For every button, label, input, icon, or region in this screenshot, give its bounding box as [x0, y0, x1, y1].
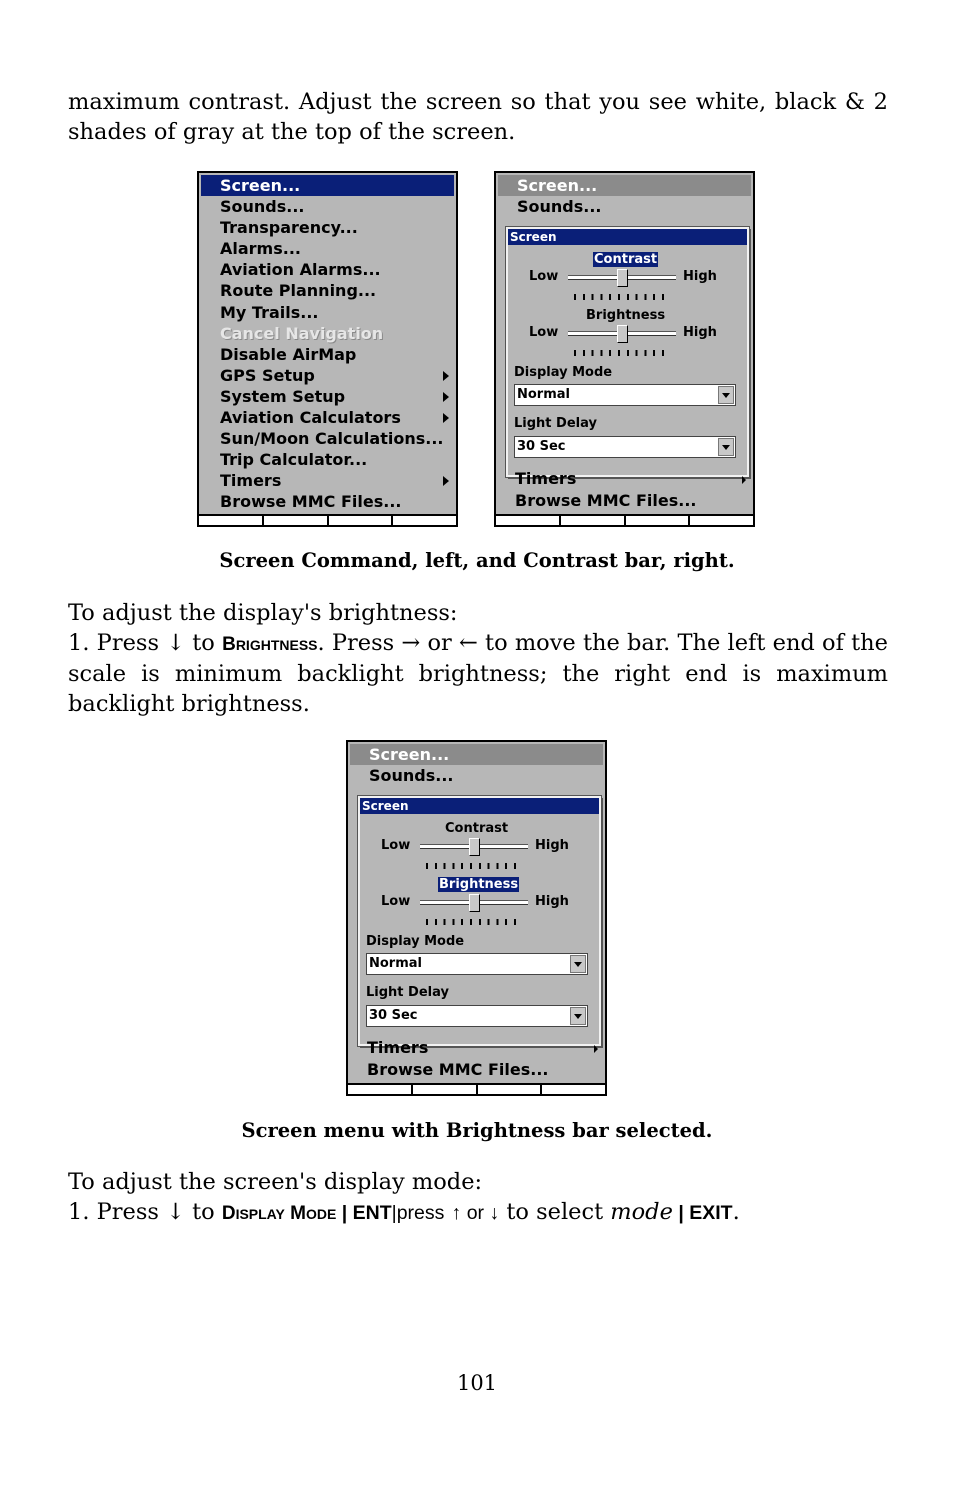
- submenu-arrow-icon: [594, 1045, 598, 1053]
- display-mode-value: Normal: [517, 387, 570, 402]
- contrast-slider-thumb[interactable]: [617, 269, 628, 287]
- contrast-high-label: High: [535, 838, 569, 853]
- menu-item-sun-moon[interactable]: [201, 428, 454, 449]
- brightness-scale-ticks: [426, 919, 522, 925]
- ent-key: ENT: [352, 1201, 392, 1224]
- brightness-low-label: Low: [381, 894, 411, 909]
- light-delay-select[interactable]: [514, 436, 736, 458]
- keyword-initial: B: [222, 633, 236, 655]
- press-word: press: [396, 1201, 445, 1224]
- menu-item-label: Sounds...: [369, 766, 454, 786]
- menu-item-system-setup[interactable]: [201, 386, 454, 407]
- contrast-scale-ticks: [426, 863, 522, 869]
- menu-item-label: GPS Setup: [220, 365, 315, 385]
- main-menu: [201, 175, 454, 513]
- softkey-bar: [496, 514, 753, 525]
- intro-paragraph: [68, 88, 888, 147]
- contrast-label: Contrast: [594, 252, 658, 267]
- display-mode-intro: To adjust the screen's display mode:: [68, 1169, 483, 1195]
- menu-item-browse-mmc[interactable]: Browse MMC Files...: [367, 1060, 549, 1079]
- light-delay-select[interactable]: [366, 1005, 588, 1027]
- dropdown-arrow-icon[interactable]: [718, 438, 734, 456]
- sep-glyph: |: [341, 1201, 348, 1224]
- dialog-title: Screen: [508, 229, 747, 245]
- brightness-label: Brightness: [586, 308, 666, 323]
- menu-item-sounds[interactable]: [498, 196, 751, 217]
- contrast-low-label: Low: [529, 269, 559, 284]
- step-prefix: 1. Press ↓ to: [68, 629, 215, 656]
- menu-item-transparency[interactable]: [201, 217, 454, 238]
- menu-item-timers[interactable]: [201, 470, 454, 491]
- menu-item-gps-setup[interactable]: [201, 365, 454, 386]
- separator: [336, 1202, 352, 1224]
- brightness-step: [68, 629, 888, 720]
- contrast-scale-ticks: [574, 294, 670, 300]
- screenshot-brightness-dialog: [346, 740, 607, 1096]
- menu-item-timers[interactable]: Timers: [367, 1038, 429, 1057]
- menu-item-label: Sun/Moon Calculations...: [220, 429, 444, 449]
- brightness-label: Brightness: [439, 877, 519, 892]
- brightness-scale-ticks: [574, 350, 670, 356]
- menu-item-alarms[interactable]: [201, 238, 454, 259]
- light-delay-value: 30 Sec: [517, 439, 566, 454]
- caption-brightness-selected: Screen menu with Brightness bar selected.: [241, 1119, 713, 1142]
- page-number: 101: [456, 1371, 498, 1395]
- brightness-high-label: High: [535, 894, 569, 909]
- keyword-rest: ISPLAY: [235, 1205, 285, 1222]
- screenshot-contrast-dialog: [494, 171, 755, 527]
- display-mode-label: Display Mode: [514, 365, 613, 380]
- display-mode-paragraph: [68, 1168, 888, 1229]
- menu-item-disable-airmap[interactable]: [201, 344, 454, 365]
- background-menu: [350, 744, 603, 786]
- submenu-arrow-icon: [443, 392, 449, 402]
- screen-dialog: [358, 796, 601, 1046]
- submenu-arrow-icon: [443, 476, 449, 486]
- menu-item-aviation-calculators[interactable]: [201, 407, 454, 428]
- display-mode-label: Display Mode: [366, 934, 465, 949]
- contrast-slider-thumb[interactable]: [469, 838, 480, 856]
- menu-item-aviation-alarms[interactable]: [201, 259, 454, 280]
- menu-item-screen[interactable]: [201, 175, 454, 196]
- softkey-bar: [348, 1083, 605, 1094]
- dialog-title: Screen: [360, 798, 599, 814]
- step-prefix: 1. Press ↓ to: [68, 1198, 215, 1225]
- dropdown-arrow-icon[interactable]: [570, 1007, 586, 1025]
- display-mode-step: [68, 1198, 888, 1230]
- keyword-rest: ODE: [305, 1205, 337, 1222]
- intro-text: maximum contrast. Adjust the screen so that you see white, black & 2 shades of gray at the top of the screen.: [68, 89, 888, 145]
- menu-item-label: Route Planning...: [220, 281, 377, 301]
- light-delay-label: Light Delay: [366, 985, 449, 1000]
- menu-item-label: My Trails...: [220, 302, 319, 322]
- menu-item-label: Disable AirMap: [220, 344, 357, 364]
- display-mode-keyword: [222, 1203, 336, 1224]
- menu-item-label: Sounds...: [220, 197, 305, 217]
- brightness-slider-thumb[interactable]: [469, 894, 480, 912]
- display-mode-value: Normal: [369, 956, 422, 971]
- dropdown-arrow-icon[interactable]: [718, 386, 734, 404]
- menu-item-label: Cancel Navigation: [220, 323, 384, 343]
- menu-item-timers[interactable]: Timers: [515, 469, 577, 488]
- background-menu: [498, 175, 751, 217]
- sep-glyph: |: [678, 1201, 684, 1224]
- menu-item-label: System Setup: [220, 386, 346, 406]
- menu-item-label: Transparency...: [220, 218, 358, 238]
- caption-screen-command: Screen Command, left, and Contrast bar, right.: [219, 549, 735, 572]
- separator: [673, 1202, 689, 1224]
- exit-key: EXIT: [689, 1201, 733, 1224]
- menu-item-label: Aviation Calculators: [220, 408, 401, 428]
- display-mode-select[interactable]: [514, 384, 736, 406]
- menu-item-trip-calculator[interactable]: [201, 449, 454, 470]
- menu-item-label: Alarms...: [220, 239, 301, 259]
- brightness-low-label: Low: [529, 325, 559, 340]
- keyword-initial: M: [290, 1202, 306, 1224]
- brightness-intro: To adjust the display's brightness:: [68, 600, 458, 626]
- up-or-down: ↑ or ↓: [451, 1201, 500, 1224]
- contrast-high-label: High: [683, 269, 717, 284]
- light-delay-value: 30 Sec: [369, 1008, 418, 1023]
- menu-item-label: Browse MMC Files...: [220, 492, 402, 512]
- step-rest: . Press → or ← to move the bar. The left end of the scale is minimum backlight brightness; the right end is maximum backlight brightness.: [68, 629, 888, 717]
- to-select: to select: [506, 1198, 604, 1225]
- menu-item-label: Screen...: [220, 176, 301, 195]
- menu-item-label: Timers: [220, 471, 282, 491]
- keyword-rest: RIGHTNESS: [235, 636, 318, 653]
- menu-item-browse-mmc[interactable]: Browse MMC Files...: [515, 491, 697, 510]
- screen-dialog: [506, 227, 749, 477]
- mode-word: mode: [610, 1198, 673, 1225]
- menu-item-sounds[interactable]: [201, 196, 454, 217]
- sentence-end: .: [732, 1198, 740, 1225]
- menu-item-my-trails[interactable]: [201, 302, 454, 323]
- screenshot-main-menu: [197, 171, 458, 527]
- menu-item-screen[interactable]: [350, 744, 603, 765]
- menu-item-route-planning[interactable]: [201, 280, 454, 301]
- dropdown-arrow-icon[interactable]: [570, 955, 586, 973]
- brightness-slider-thumb[interactable]: [617, 325, 628, 343]
- menu-item-label: Sounds...: [517, 197, 602, 217]
- menu-item-label: Aviation Alarms...: [220, 260, 381, 280]
- submenu-arrow-icon: [443, 371, 449, 381]
- softkey-bar: [199, 514, 456, 525]
- contrast-low-label: Low: [381, 838, 411, 853]
- menu-item-browse-mmc[interactable]: [201, 491, 454, 512]
- display-mode-select[interactable]: [366, 953, 588, 975]
- menu-item-cancel-navigation: [201, 323, 454, 344]
- menu-item-label: Trip Calculator...: [220, 450, 368, 470]
- menu-item-label: Screen...: [517, 176, 598, 195]
- keyword-initial: D: [221, 1202, 236, 1224]
- separator: |: [391, 1201, 397, 1224]
- menu-item-screen[interactable]: [498, 175, 751, 196]
- submenu-arrow-icon: [742, 476, 746, 484]
- menu-item-sounds[interactable]: [350, 765, 603, 786]
- brightness-keyword: [222, 634, 317, 655]
- contrast-label: Contrast: [445, 821, 509, 836]
- light-delay-label: Light Delay: [514, 416, 597, 431]
- submenu-arrow-icon: [443, 413, 449, 423]
- brightness-high-label: High: [683, 325, 717, 340]
- brightness-paragraph: [68, 599, 888, 719]
- menu-item-label: Screen...: [369, 745, 450, 764]
